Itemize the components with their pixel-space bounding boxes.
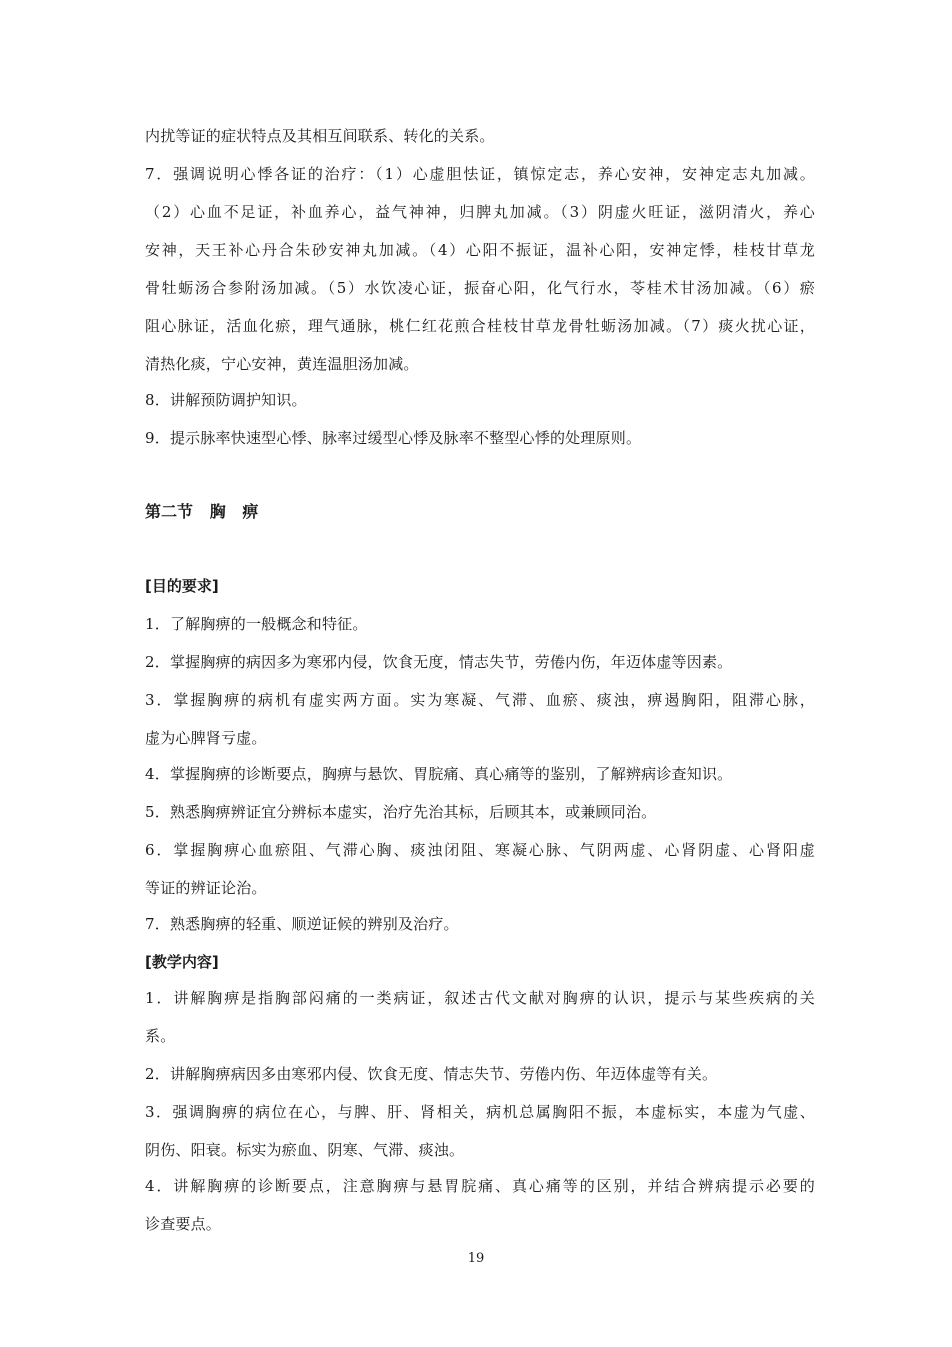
- paragraph-line: 等证的辨证论治。: [145, 879, 267, 897]
- list-item: 2．掌握胸痹的病因多为寒邪内侵，饮食无度，情志失节，劳倦内伤，年迈体虚等因素。: [145, 653, 733, 671]
- list-item: 6．掌握胸痹心血瘀阻、气滞心胸、痰浊闭阻、寒凝心脉、气阴两虚、心肾阴虚、心肾阳虚: [145, 841, 815, 859]
- list-item: 2．讲解胸痹病因多由寒邪内侵、饮食无度、情志失节、劳倦内伤、年迈体虚等有关。: [145, 1065, 718, 1083]
- paragraph-line: 7．强调说明心悸各证的治疗：（1）心虚胆怯证，镇惊定志，养心安神，安神定志丸加减。: [145, 165, 815, 183]
- list-item: 3．强调胸痹的病位在心，与脾、肝、肾相关，病机总属胸阳不振，本虚标实，本虚为气虚、: [145, 1103, 815, 1121]
- list-item: 4．讲解胸痹的诊断要点，注意胸痹与悬胃脘痛、真心痛等的区别，并结合辨病提示必要的: [145, 1177, 815, 1195]
- paragraph-line: 骨牡蛎汤合参附汤加减。（5）水饮凌心证，振奋心阳，化气行水，苓桂术甘汤加减。（6）瘀: [145, 279, 815, 297]
- paragraph-line: 系。: [145, 1027, 176, 1045]
- objectives-heading: [目的要求]: [145, 577, 219, 595]
- list-item: 1．了解胸痹的一般概念和特征。: [145, 615, 368, 633]
- content-heading: [教学内容]: [145, 953, 219, 971]
- list-item: 4．掌握胸痹的诊断要点，胸痹与悬饮、胃脘痛、真心痛等的鉴别，了解辨病诊查知识。: [145, 765, 733, 783]
- paragraph-line: （2）心血不足证，补血养心，益气神神，归脾丸加减。（3）阴虚火旺证，滋阴清火，养心: [145, 203, 815, 221]
- paragraph-line: 安神，天王补心丹合朱砂安神丸加减。（4）心阳不振证，温补心阳，安神定悸，桂枝甘草龙: [145, 241, 815, 259]
- paragraph-line: 清热化痰，宁心安神，黄连温胆汤加减。: [145, 355, 419, 373]
- list-item: 8．讲解预防调护知识。: [145, 391, 307, 409]
- list-item: 1．讲解胸痹是指胸部闷痛的一类病证，叙述古代文献对胸痹的认识，提示与某些疾病的关: [145, 989, 815, 1007]
- paragraph-line: 阻心脉证，活血化瘀，理气通脉，桃仁红花煎合桂枝甘草龙骨牡蛎汤加减。（7）痰火扰心证，: [145, 317, 815, 335]
- page-number: 19: [467, 1251, 485, 1266]
- list-item: 9．提示脉率快速型心悸、脉率过缓型心悸及脉率不整型心悸的处理原则。: [145, 429, 642, 447]
- paragraph-line: 内扰等证的症状特点及其相互间联系、转化的关系。: [145, 127, 495, 145]
- paragraph-line: 阴伤、阳衰。标实为瘀血、阴寒、气滞、痰浊。: [145, 1141, 465, 1159]
- list-item: 7．熟悉胸痹的轻重、顺逆证候的辨别及治疗。: [145, 915, 459, 933]
- section-title: 第二节 胸 痹: [145, 502, 259, 521]
- list-item: 3．掌握胸痹的病机有虚实两方面。实为寒凝、气滞、血瘀、痰浊，痹遏胸阳，阻滞心脉，: [145, 691, 815, 709]
- paragraph-line: 虚为心脾肾亏虚。: [145, 729, 267, 747]
- list-item: 5．熟悉胸痹辨证宜分辨标本虚实，治疗先治其标，后顾其本，或兼顾同治。: [145, 803, 657, 821]
- paragraph-line: 诊查要点。: [145, 1215, 222, 1233]
